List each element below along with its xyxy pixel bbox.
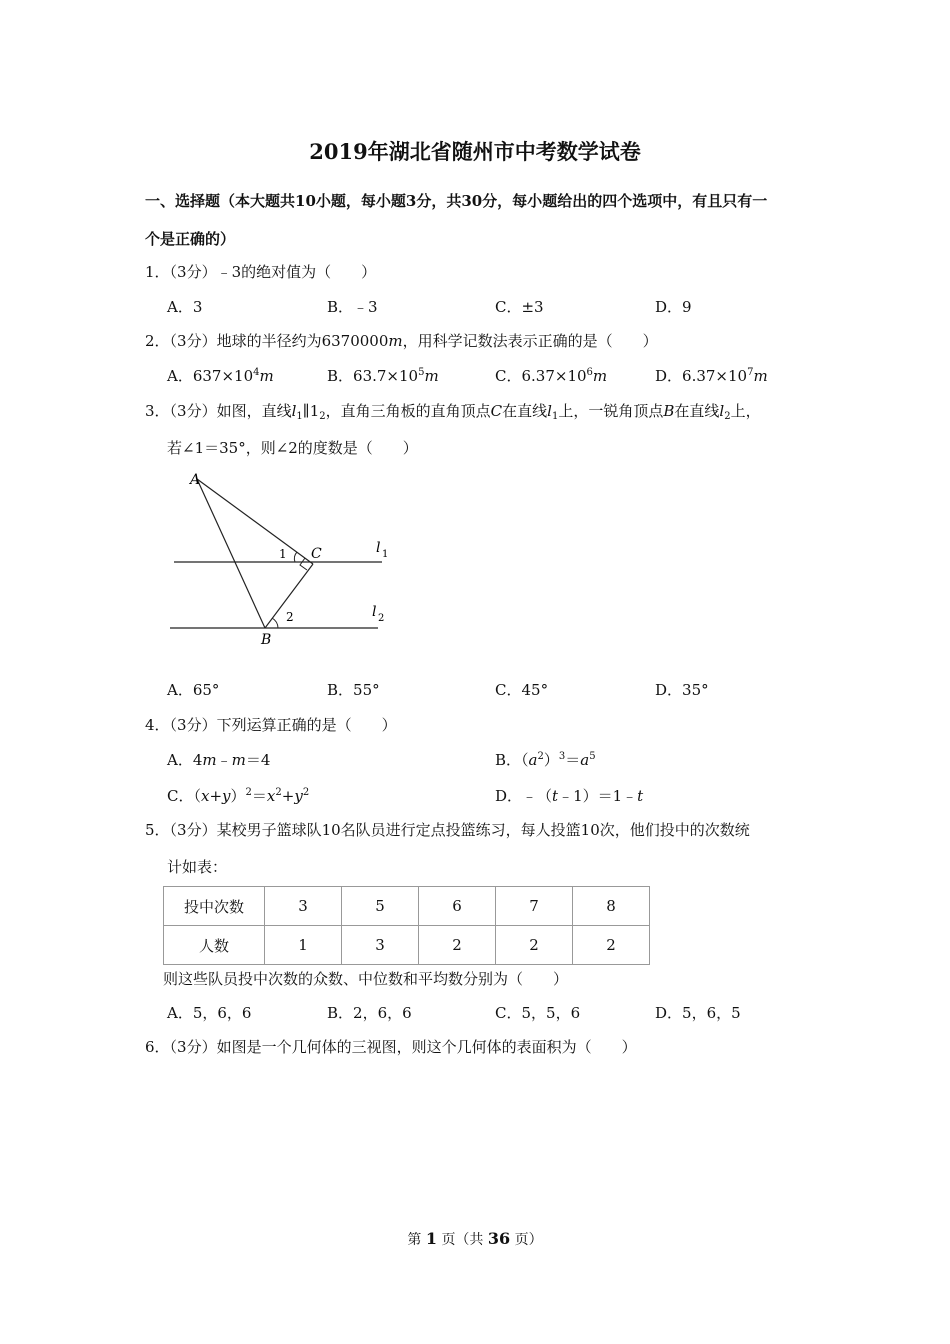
section-heading-line2: 个是正确的） bbox=[145, 230, 236, 248]
table-cell: 2 bbox=[496, 926, 573, 965]
q2-option-c: C．$6.37\times 10^6m$ bbox=[495, 367, 608, 385]
label-c: C bbox=[311, 546, 322, 562]
q2-option-b: B．$63.7\times 10^5m$ bbox=[327, 367, 439, 385]
label-b: B bbox=[261, 632, 272, 648]
q4-option-d: D．﹣（t﹣1）＝1﹣t bbox=[495, 787, 644, 805]
right-angle-mark bbox=[300, 558, 307, 570]
q3-triangle-figure bbox=[160, 468, 400, 650]
triangle-side-ac bbox=[197, 479, 313, 564]
label-angle-2: 2 bbox=[286, 610, 294, 624]
table-cell: 2 bbox=[419, 926, 496, 965]
q4-option-c: C．$(x+y)^2=x^2+y^2$ bbox=[167, 787, 310, 805]
label-l: l bbox=[372, 604, 377, 620]
q1-option-d: D．9 bbox=[655, 298, 692, 316]
table-row bbox=[164, 926, 650, 965]
table-cell: 7 bbox=[496, 887, 573, 926]
table-cell: 3 bbox=[265, 887, 342, 926]
q1-option-b: B．﹣3 bbox=[327, 298, 378, 316]
q5-option-a: A．5，6，6 bbox=[167, 1004, 252, 1022]
question-1-stem: 1．（3分）﹣3的绝对值为（ ） bbox=[145, 263, 377, 281]
q2-option-d: D．$6.37\times 10^7m$ bbox=[655, 367, 768, 385]
question-5-followup: 则这些队员投中次数的众数、中位数和平均数分别为（ ） bbox=[163, 970, 569, 988]
q3-option-c: C．45° bbox=[495, 681, 549, 699]
table-row-header: 投中次数 bbox=[164, 887, 265, 926]
q1-option-c: C．±3 bbox=[495, 298, 544, 316]
q2-option-a: A．$637\times 10^4m$ bbox=[167, 367, 274, 385]
label-l2-sub: 2 bbox=[378, 613, 385, 624]
q5-data-table bbox=[163, 886, 650, 965]
q4-option-b: B．$(a^2)^3=a^5$ bbox=[495, 751, 596, 769]
q5-option-c: C．5，5，6 bbox=[495, 1004, 581, 1022]
table-cell: 6 bbox=[419, 887, 496, 926]
angle-2-arc bbox=[272, 618, 278, 628]
label-l1-sub: 1 bbox=[382, 549, 389, 560]
table-cell: 5 bbox=[342, 887, 419, 926]
q5-option-d: D．5，6，5 bbox=[655, 1004, 741, 1022]
q5-option-b: B．2，6，6 bbox=[327, 1004, 412, 1022]
page-footer: 第 1 页（共 36 页） bbox=[407, 1229, 543, 1248]
table-cell: 1 bbox=[265, 926, 342, 965]
table-row bbox=[164, 887, 650, 926]
q1-option-a: A．3 bbox=[167, 298, 203, 316]
q4-option-a: A．4m﹣m＝4 bbox=[167, 751, 271, 769]
question-4-stem: 4．（3分）下列运算正确的是（ ） bbox=[145, 716, 397, 734]
label-l: l bbox=[376, 540, 381, 556]
question-6-stem: 6．（3分）如图是一个几何体的三视图，则这个几何体的表面积为（ ） bbox=[145, 1038, 637, 1056]
section-heading-line1: 一、选择题（本大题共10小题，每小题3分，共30分，每小题给出的四个选项中，有且只有一 bbox=[145, 192, 768, 210]
label-a: A bbox=[190, 472, 201, 488]
q3-option-d: D．35° bbox=[655, 681, 709, 699]
table-cell: 8 bbox=[573, 887, 650, 926]
question-3-stem-line2: 若∠1＝35°，则∠2的度数是（ ） bbox=[167, 439, 418, 457]
question-3-stem-line1: 3．（3分）如图，直线$l_1\parallel 1_2$，直角三角板的直角顶点C在直线$l_1$上，一锐角顶点B在直线$l_2$上， bbox=[145, 402, 761, 422]
question-2-stem: 2．（3分）地球的半径约为6370000m，用科学记数法表示正确的是（ ） bbox=[145, 332, 658, 350]
q3-option-b: B．55° bbox=[327, 681, 380, 699]
label-angle-1: 1 bbox=[279, 547, 287, 561]
angle-1-arc bbox=[294, 552, 297, 562]
table-row-header: 人数 bbox=[164, 926, 265, 965]
question-5-stem-line1: 5．（3分）某校男子篮球队10名队员进行定点投篮练习，每人投篮10次，他们投中的次数统 bbox=[145, 821, 750, 839]
table-cell: 2 bbox=[573, 926, 650, 965]
table-cell: 3 bbox=[342, 926, 419, 965]
q3-option-a: A．65° bbox=[167, 681, 220, 699]
question-5-stem-line2: 计如表： bbox=[167, 858, 228, 876]
triangle-side-ab bbox=[197, 479, 265, 628]
page-title: 2019年湖北省随州市中考数学试卷 bbox=[309, 139, 641, 164]
